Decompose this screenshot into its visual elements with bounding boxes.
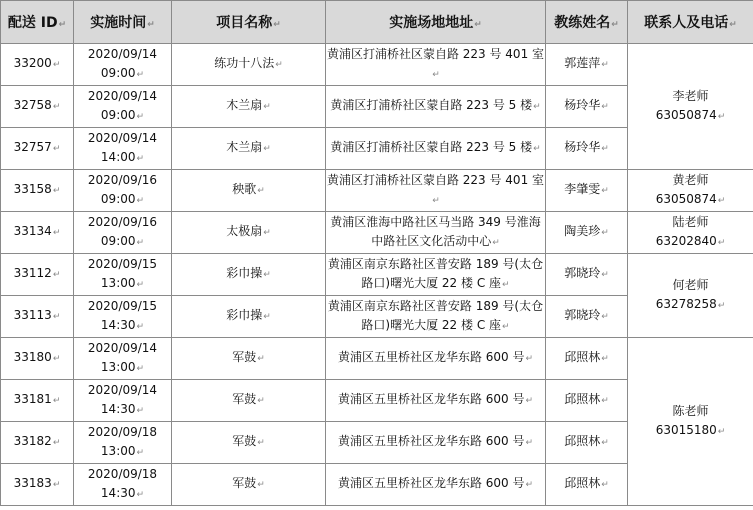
cell-id (1, 338, 74, 380)
cell-address-text: 黄浦区南京东路社区普安路 189 号(太仓路口)曙光大厦 22 楼 C 座 (327, 256, 544, 290)
paragraph-mark: ↵ (257, 480, 265, 490)
header-row (1, 1, 753, 44)
paragraph-mark: ↵ (52, 480, 61, 490)
cell-id (1, 296, 74, 338)
cell-id (1, 212, 74, 254)
cell-id-text: 33112 (13, 266, 52, 280)
paragraph-mark: ↵ (52, 438, 61, 448)
paragraph-mark: ↵ (432, 69, 440, 80)
paragraph-mark: ↵ (717, 237, 726, 248)
cell-project-text: 军鼓 (232, 350, 257, 364)
cell-project (172, 380, 326, 422)
cell-coach (546, 128, 628, 170)
paragraph-mark: ↵ (52, 186, 61, 196)
cell-address-text: 黄浦区南京东路社区普安路 189 号(太仓路口)曙光大厦 22 楼 C 座 (327, 298, 544, 332)
contact-phone: 63202840↵ (655, 233, 726, 248)
contact-phone: 63015180↵ (655, 422, 726, 437)
paragraph-mark: ↵ (52, 60, 61, 70)
paragraph-mark: ↵ (717, 111, 726, 122)
paragraph-mark: ↵ (601, 186, 609, 196)
cell-coach (546, 464, 628, 506)
cell-address (326, 380, 546, 422)
contact-name: 黄老师 (672, 172, 709, 187)
cell-project (172, 422, 326, 464)
paragraph-mark: ↵ (601, 228, 609, 238)
paragraph-mark: ↵ (601, 480, 609, 490)
paragraph-mark: ↵ (136, 447, 145, 458)
paragraph-mark: ↵ (717, 195, 726, 206)
cell-time-text: 2020/09/14 14:30 (87, 382, 158, 416)
cell-id (1, 380, 74, 422)
cell-address-text: 黄浦区五里桥社区龙华东路 600 号 (337, 350, 525, 364)
paragraph-mark: ↵ (52, 228, 61, 238)
paragraph-mark: ↵ (263, 270, 271, 280)
cell-id-text: 33180 (13, 350, 52, 364)
cell-coach (546, 86, 628, 128)
paragraph-mark: ↵ (136, 489, 145, 500)
cell-id-text: 32758 (13, 98, 52, 112)
cell-address-text: 黄浦区打浦桥社区蒙自路 223 号 5 楼 (330, 98, 533, 112)
paragraph-mark: ↵ (52, 144, 61, 154)
cell-contact (628, 212, 753, 254)
paragraph-mark: ↵ (136, 237, 145, 248)
cell-project (172, 128, 326, 170)
cell-id (1, 44, 74, 86)
cell-coach-text: 杨玲华 (564, 140, 601, 154)
cell-id-text: 32757 (13, 140, 52, 154)
paragraph-mark: ↵ (52, 396, 61, 406)
paragraph-mark: ↵ (525, 480, 534, 490)
cell-coach (546, 254, 628, 296)
paragraph-mark: ↵ (52, 354, 61, 364)
cell-contact (628, 44, 753, 170)
paragraph-mark: ↵ (263, 144, 271, 154)
paragraph-mark: ↵ (136, 195, 145, 206)
cell-project (172, 296, 326, 338)
cell-time-text: 2020/09/18 14:30 (87, 466, 158, 500)
paragraph-mark: ↵ (717, 300, 726, 311)
paragraph-mark: ↵ (492, 237, 500, 248)
cell-time (74, 128, 172, 170)
paragraph-mark: ↵ (601, 60, 609, 70)
schedule-body (1, 44, 753, 506)
cell-project-text: 彩巾操 (226, 266, 263, 280)
cell-address-text: 黄浦区打浦桥社区蒙自路 223 号 401 室 (326, 172, 545, 187)
cell-project-text: 秧歌 (232, 182, 257, 196)
paragraph-mark: ↵ (136, 405, 145, 416)
cell-time (74, 170, 172, 212)
paragraph-mark: ↵ (136, 69, 145, 80)
cell-time (74, 254, 172, 296)
paragraph-mark: ↵ (432, 195, 440, 206)
cell-address (326, 86, 546, 128)
cell-project-text: 太极扇 (226, 224, 263, 238)
cell-coach (546, 170, 628, 212)
paragraph-mark: ↵ (601, 270, 609, 280)
cell-contact (628, 338, 753, 506)
cell-project (172, 170, 326, 212)
cell-time (74, 44, 172, 86)
cell-coach (546, 296, 628, 338)
cell-project-text: 军鼓 (232, 434, 257, 448)
cell-time (74, 464, 172, 506)
contact-name: 陈老师 (672, 403, 709, 418)
cell-project-text: 木兰扇 (226, 140, 263, 154)
cell-address (326, 44, 546, 86)
cell-time (74, 422, 172, 464)
paragraph-mark: ↵ (257, 186, 265, 196)
paragraph-mark: ↵ (52, 102, 61, 112)
cell-address-text: 黄浦区五里桥社区龙华东路 600 号 (337, 434, 525, 448)
cell-id (1, 464, 74, 506)
contact-phone: 63278258↵ (655, 296, 726, 311)
paragraph-mark: ↵ (136, 363, 145, 374)
cell-time-text: 2020/09/14 09:00 (87, 46, 158, 80)
paragraph-mark: ↵ (601, 354, 609, 364)
paragraph-mark: ↵ (601, 312, 609, 322)
cell-address (326, 422, 546, 464)
cell-id (1, 86, 74, 128)
paragraph-mark: ↵ (525, 354, 534, 364)
paragraph-mark: ↵ (263, 228, 271, 238)
paragraph-mark: ↵ (601, 144, 609, 154)
contact-name: 陆老师 (672, 214, 709, 229)
cell-project-text: 彩巾操 (226, 308, 263, 322)
cell-coach (546, 212, 628, 254)
header-project: 项目名称↵ (172, 1, 326, 44)
contact-phone: 63050874↵ (655, 191, 726, 206)
paragraph-mark: ↵ (52, 312, 61, 322)
cell-time-text: 2020/09/14 09:00 (87, 88, 158, 122)
cell-coach-text: 陶美珍 (564, 224, 601, 238)
contact-name: 李老师 (672, 88, 709, 103)
cell-time-text: 2020/09/15 14:30 (87, 298, 158, 332)
cell-project-text: 军鼓 (232, 392, 257, 406)
cell-coach (546, 44, 628, 86)
cell-time (74, 212, 172, 254)
cell-coach-text: 邱照林 (564, 350, 601, 364)
cell-id (1, 128, 74, 170)
cell-time (74, 86, 172, 128)
cell-time (74, 380, 172, 422)
contact-name: 何老师 (672, 277, 709, 292)
cell-id-text: 33181 (13, 392, 52, 406)
cell-address (326, 338, 546, 380)
cell-address (326, 128, 546, 170)
header-time: 实施时间↵ (74, 1, 172, 44)
cell-id-text: 33158 (13, 182, 52, 196)
cell-coach-text: 李肇雯 (564, 182, 601, 196)
table-row (1, 44, 753, 86)
cell-coach-text: 杨玲华 (564, 98, 601, 112)
cell-coach-text: 邱照林 (564, 476, 601, 490)
cell-address-text: 黄浦区五里桥社区龙华东路 600 号 (337, 392, 525, 406)
table-row (1, 254, 753, 296)
paragraph-mark: ↵ (502, 321, 510, 332)
cell-project (172, 464, 326, 506)
table-row (1, 338, 753, 380)
cell-address-text: 黄浦区打浦桥社区蒙自路 223 号 5 楼 (330, 140, 533, 154)
cell-coach-text: 郭晓玲 (564, 266, 601, 280)
cell-id-text: 33200 (13, 56, 52, 70)
paragraph-mark: ↵ (601, 396, 609, 406)
cell-project-text: 军鼓 (232, 476, 257, 490)
paragraph-mark: ↵ (533, 144, 541, 154)
cell-coach-text: 邱照林 (564, 434, 601, 448)
cell-contact (628, 254, 753, 338)
cell-id-text: 33183 (13, 476, 52, 490)
cell-address-text: 黄浦区淮海中路社区马当路 349 号淮海中路社区文化活动中心 (330, 214, 541, 248)
header-coach: 教练姓名↵ (546, 1, 628, 44)
cell-contact (628, 170, 753, 212)
paragraph-mark: ↵ (136, 279, 145, 290)
contact-phone: 63050874↵ (655, 107, 726, 122)
cell-time-text: 2020/09/14 13:00 (87, 340, 158, 374)
cell-address-text: 黄浦区打浦桥社区蒙自路 223 号 401 室 (326, 46, 545, 61)
paragraph-mark: ↵ (525, 396, 534, 406)
paragraph-mark: ↵ (525, 438, 534, 448)
paragraph-mark: ↵ (263, 312, 271, 322)
cell-coach-text: 邱照林 (564, 392, 601, 406)
cell-time-text: 2020/09/16 09:00 (87, 214, 158, 248)
header-id: 配送 ID↵ (1, 1, 74, 44)
cell-id-text: 33134 (13, 224, 52, 238)
paragraph-mark: ↵ (717, 426, 726, 437)
paragraph-mark: ↵ (275, 60, 283, 70)
cell-id-text: 33113 (13, 308, 52, 322)
cell-id-text: 33182 (13, 434, 52, 448)
paragraph-mark: ↵ (533, 102, 541, 112)
cell-id (1, 422, 74, 464)
cell-time (74, 296, 172, 338)
cell-coach-text: 郭莲萍 (564, 56, 601, 70)
paragraph-mark: ↵ (136, 321, 145, 332)
cell-address (326, 170, 546, 212)
cell-id (1, 254, 74, 296)
cell-time-text: 2020/09/15 13:00 (87, 256, 158, 290)
cell-coach (546, 422, 628, 464)
cell-project (172, 212, 326, 254)
cell-project (172, 86, 326, 128)
cell-project (172, 338, 326, 380)
cell-coach (546, 380, 628, 422)
cell-time-text: 2020/09/18 13:00 (87, 424, 158, 458)
cell-address (326, 254, 546, 296)
paragraph-mark: ↵ (52, 270, 61, 280)
cell-address (326, 212, 546, 254)
header-address: 实施场地地址↵ (326, 1, 546, 44)
cell-address (326, 464, 546, 506)
cell-coach-text: 郭晓玲 (564, 308, 601, 322)
paragraph-mark: ↵ (257, 396, 265, 406)
cell-coach (546, 338, 628, 380)
cell-time (74, 338, 172, 380)
table-row (1, 170, 753, 212)
cell-id (1, 170, 74, 212)
paragraph-mark: ↵ (136, 111, 145, 122)
table-row (1, 212, 753, 254)
cell-project (172, 44, 326, 86)
cell-address (326, 296, 546, 338)
paragraph-mark: ↵ (257, 354, 265, 364)
cell-time-text: 2020/09/16 09:00 (87, 172, 158, 206)
cell-time-text: 2020/09/14 14:00 (87, 130, 158, 164)
cell-project (172, 254, 326, 296)
header-contact: 联系人及电话↵ (628, 1, 753, 44)
cell-address-text: 黄浦区五里桥社区龙华东路 600 号 (337, 476, 525, 490)
cell-project-text: 练功十八法 (214, 56, 275, 70)
paragraph-mark: ↵ (136, 153, 145, 164)
paragraph-mark: ↵ (263, 102, 271, 112)
paragraph-mark: ↵ (502, 279, 510, 290)
paragraph-mark: ↵ (257, 438, 265, 448)
paragraph-mark: ↵ (601, 438, 609, 448)
paragraph-mark: ↵ (601, 102, 609, 112)
cell-project-text: 木兰扇 (226, 98, 263, 112)
